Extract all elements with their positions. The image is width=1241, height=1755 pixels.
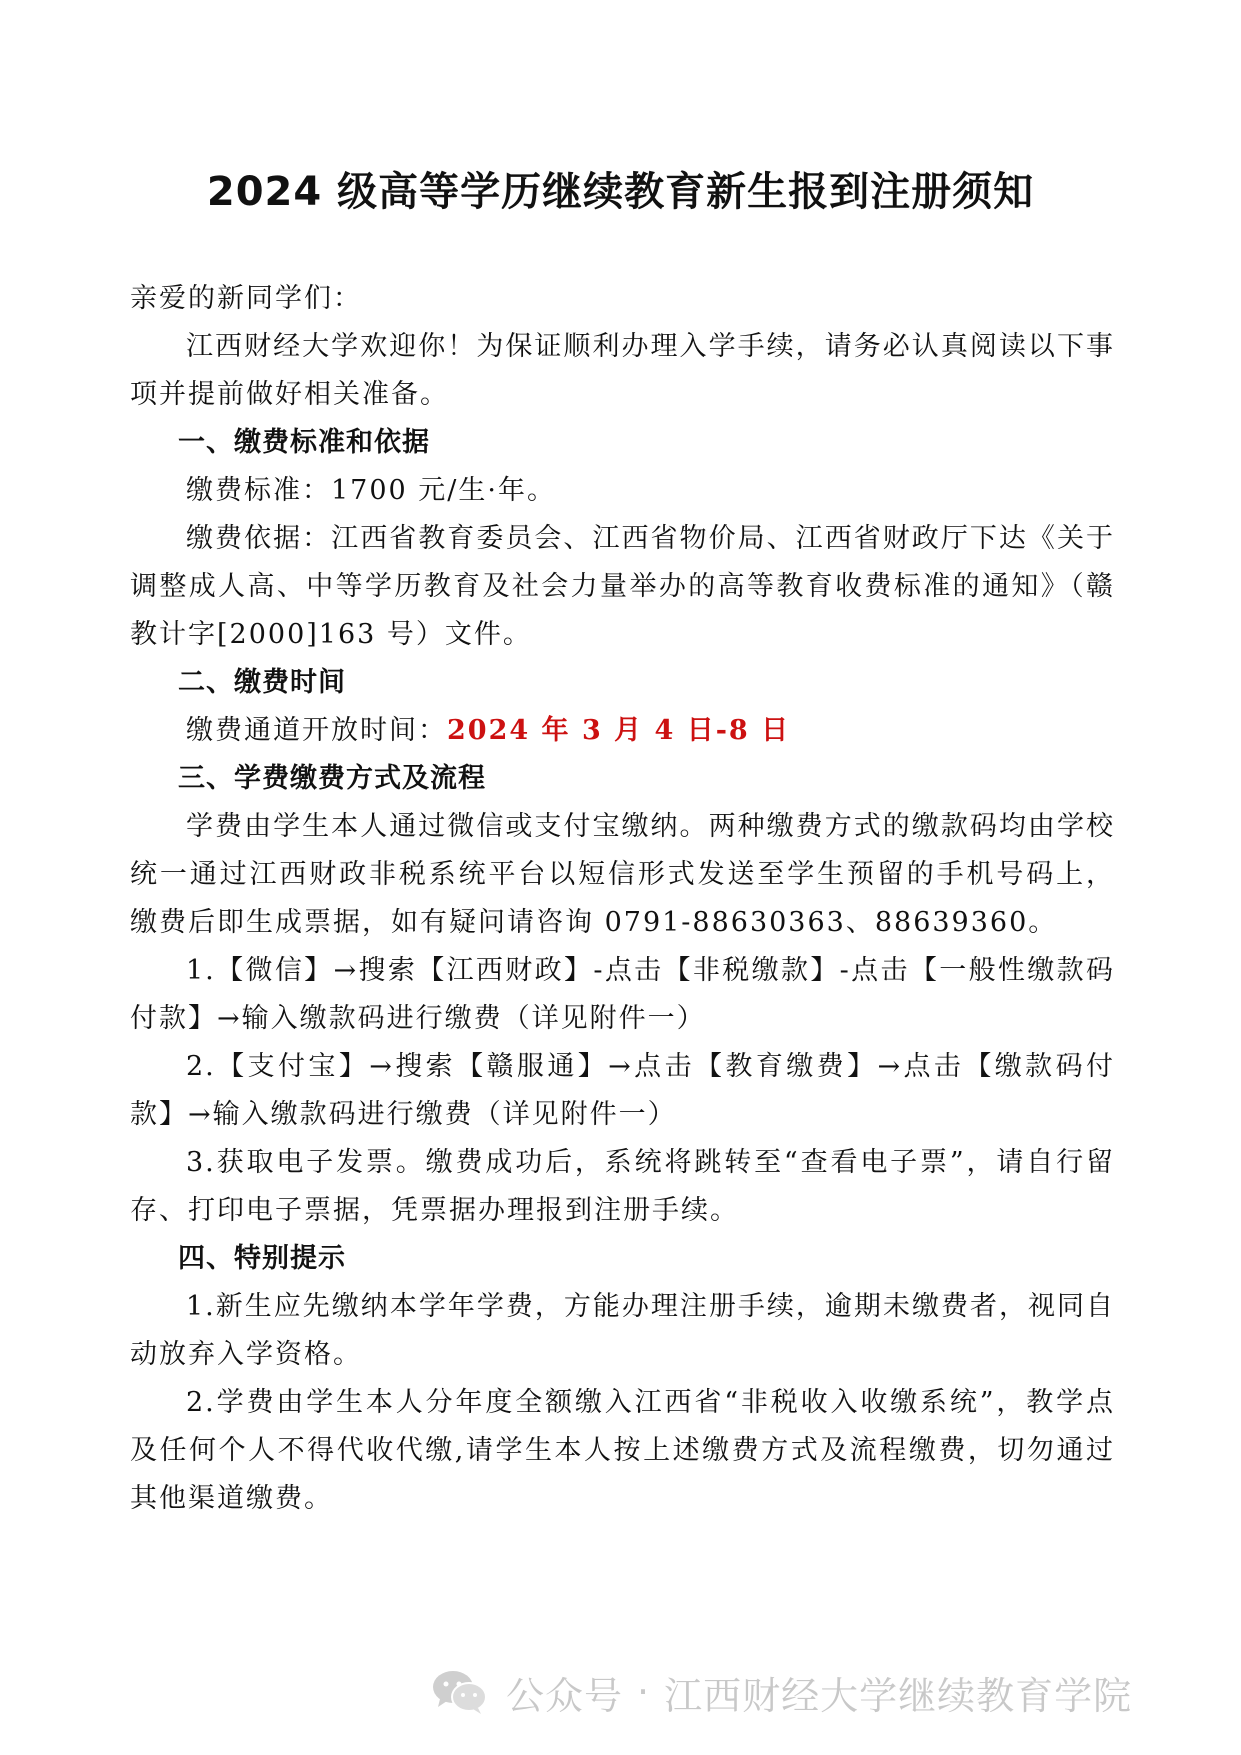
payment-step-invoice: 3.获取电子发票。缴费成功后，系统将跳转至“查看电子票”，请自行留存、打印电子票据，凭票据办理报到注册手续。 (130, 1147, 1115, 1226)
document-body (130, 275, 1115, 1523)
fee-basis: 缴费依据：江西省教育委员会、江西省物价局、江西省财政厅下达《关于调整成人高、中等学历教育及社会力量举办的高等教育收费标准的通知》（赣教计字[2000]163 号）文件。 (130, 523, 1115, 650)
document-title: 2024 级高等学历继续教育新生报到注册须知 (206, 169, 1035, 215)
section-3-heading: 三、学费缴费方式及流程 (178, 763, 486, 794)
wechat-icon (430, 1667, 490, 1717)
section-4-heading: 四、特别提示 (178, 1243, 346, 1274)
section-1-heading: 一、缴费标准和依据 (178, 427, 430, 458)
payment-step-alipay: 2.【支付宝】→搜索【赣服通】→点击【教育缴费】→点击【缴款码付款】→输入缴款码进行缴费（详见附件一） (130, 1051, 1115, 1130)
payment-time-label: 缴费通道开放时间： (186, 715, 447, 746)
section-2-heading: 二、缴费时间 (178, 667, 346, 698)
payment-method-description: 学费由学生本人通过微信或支付宝缴纳。两种缴费方式的缴款码均由学校统一通过江西财政非税系统平台以短信形式发送至学生预留的手机号码上，缴费后即生成票据，如有疑问请咨询 0791-88630363、88639360。 (130, 811, 1115, 938)
watermark-label: 公众号 (506, 1673, 624, 1718)
special-tip-1: 1.新生应先缴纳本学年学费，方能办理注册手续，逾期未缴费者，视同自动放弃入学资格。 (130, 1291, 1115, 1370)
payment-time-date: 2024 年 3 月 4 日-8 日 (447, 715, 791, 746)
greeting: 亲爱的新同学们： (130, 283, 362, 314)
watermark-separator: · (637, 1670, 651, 1714)
fee-standard: 缴费标准：1700 元/生·年。 (186, 475, 556, 506)
intro-paragraph: 江西财经大学欢迎你！为保证顺利办理入学手续，请务必认真阅读以下事项并提前做好相关准备。 (130, 331, 1115, 410)
watermark (430, 1662, 1132, 1722)
payment-time (130, 707, 1115, 755)
watermark-account: 江西财经大学继续教育学院 (664, 1673, 1133, 1718)
special-tip-2: 2.学费由学生本人分年度全额缴入江西省“非税收入收缴系统”，教学点及任何个人不得代收代缴,请学生本人按上述缴费方式及流程缴费，切勿通过其他渠道缴费。 (130, 1387, 1115, 1514)
payment-step-wechat: 1.【微信】→搜索【江西财政】-点击【非税缴款】-点击【一般性缴款码付款】→输入缴款码进行缴费（详见附件一） (130, 955, 1115, 1034)
